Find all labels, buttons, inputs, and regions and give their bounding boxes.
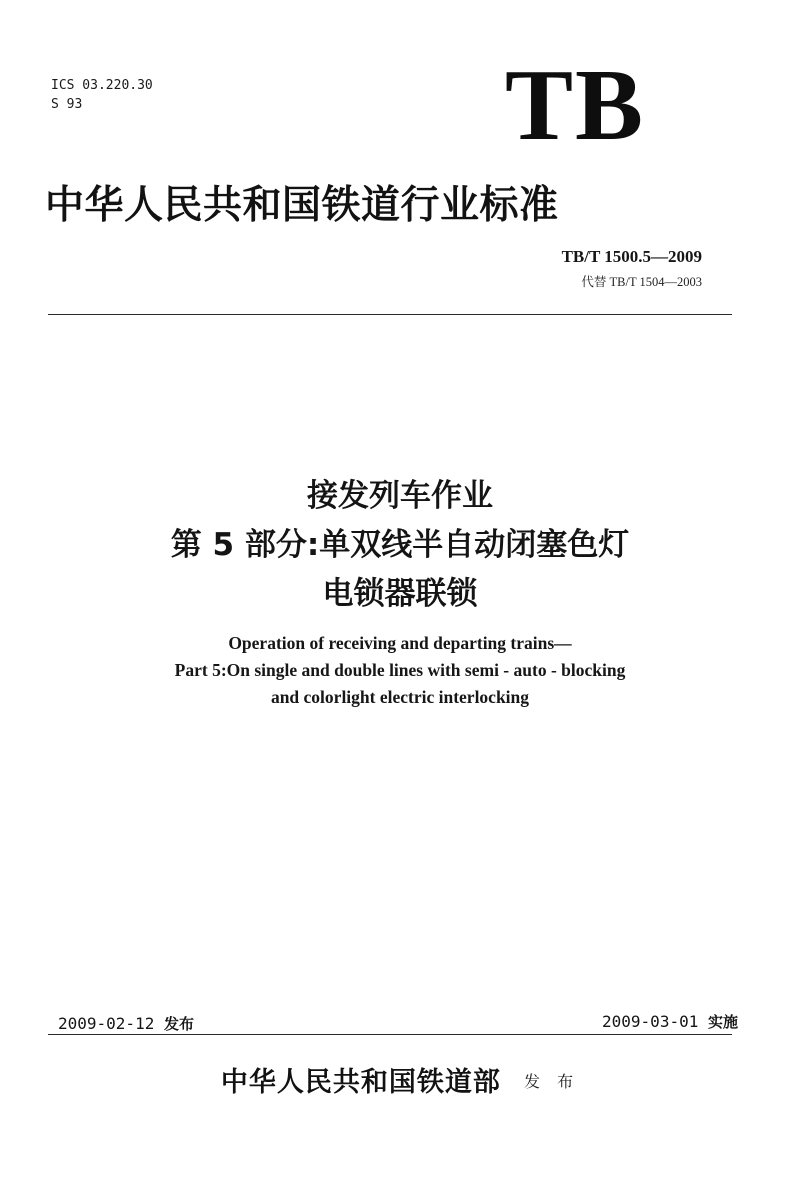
- ics-block: [51, 76, 153, 114]
- replaces-standard: 代替 TB/T 1504—2003: [581, 275, 702, 289]
- implement-date: [602, 1012, 738, 1032]
- standard-number: TB/T 1500.5—2009: [561, 247, 702, 266]
- english-title: [0, 630, 800, 711]
- issuer-action: 发 布: [524, 1072, 580, 1091]
- issuer-name: 中华人民共和国铁道部: [220, 1067, 501, 1098]
- issuer: [0, 1060, 800, 1099]
- chinese-title: [0, 472, 800, 619]
- english-title-line-2: Part 5:On single and double lines with semi - auto - blocking: [174, 660, 626, 680]
- tb-logo: TB: [505, 49, 646, 162]
- publish-date-value: 2009-02-12: [58, 1014, 155, 1033]
- chinese-title-line-1: 接发列车作业: [307, 478, 493, 514]
- english-title-line-3: and colorlight electric interlocking: [270, 687, 530, 707]
- ics-code: ICS 03.220.30: [51, 78, 153, 93]
- implement-date-value: 2009-03-01: [602, 1012, 699, 1031]
- standard-category-title: 中华人民共和国铁道行业标准: [45, 182, 559, 228]
- footer-divider: [48, 1034, 732, 1035]
- implement-label: 实施: [707, 1013, 738, 1031]
- chinese-title-line-3: 电锁器联锁: [322, 576, 478, 612]
- publish-date: [58, 1014, 194, 1034]
- header-divider: [48, 314, 732, 315]
- english-title-line-1: Operation of receiving and departing trains—: [228, 633, 572, 653]
- classification-code: S 93: [51, 97, 83, 112]
- chinese-title-line-2: 第 5 部分:单双线半自动闭塞色灯: [170, 527, 630, 563]
- publish-label: 发布: [163, 1015, 194, 1033]
